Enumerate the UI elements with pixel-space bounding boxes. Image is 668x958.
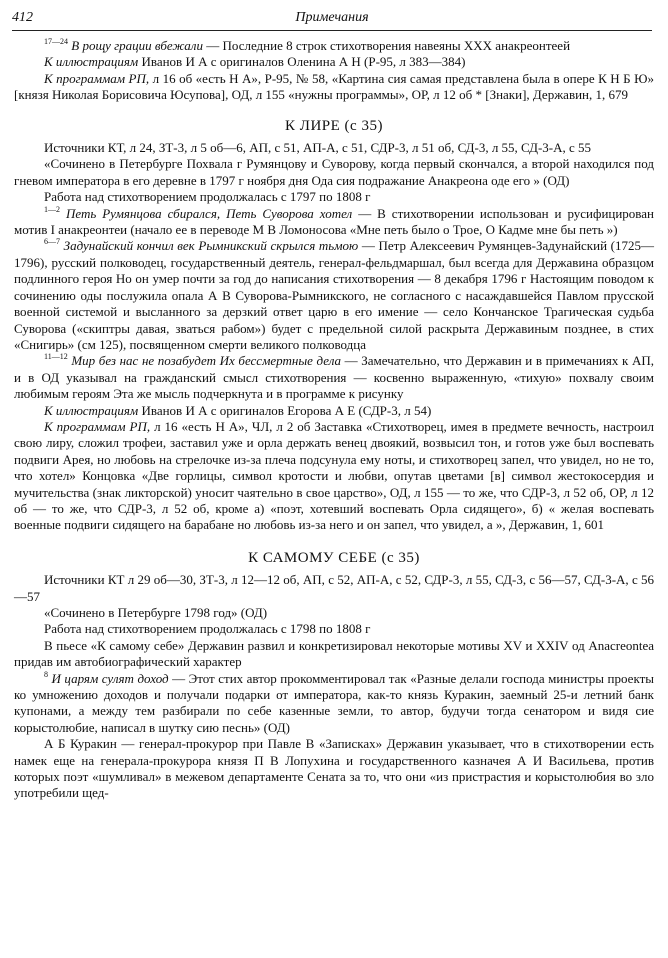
programs-paragraph — [14, 419, 654, 534]
page-header — [12, 6, 652, 30]
note-paragraph — [14, 206, 654, 239]
illustrations-text: Иванов И А с оригиналов Оленина А Н (Р-95, л 383—384) — [138, 54, 466, 70]
composed-paragraph: «Сочинено в Петербурге Похвала г Румянцову и Суворову, когда первый скончался, а второй находился под гневом императора в его деревне в 1797 г ноября дня Ода сия подражание Анакреона оде его » (ОД) — [14, 156, 654, 188]
note-ref: 11—12 — [44, 352, 68, 362]
programs-lead: К программам РП, — [44, 70, 150, 86]
note-paragraph — [14, 38, 654, 54]
programs-paragraph — [14, 71, 654, 104]
section-heading: К ЛИРЕ (с 35) — [285, 117, 383, 134]
note-paragraph — [14, 238, 654, 353]
sources-paragraph: Источники КТ, л 24, ЗТ-3, л 5 об—6, АП, с 51, АП-А, с 51, СДР-3, л 51 об, СД-3, л 55, СД-3-А, с 55 — [44, 140, 592, 156]
note-paragraph — [14, 353, 654, 402]
note-paragraph — [14, 671, 654, 737]
note-text: — Замечательно, что Державин и в примечаниях к АП, и в ОД указывал на гражданский смысл стихотворения — косвенно выраженную, «тихую» похвалу своим любимым героям Эта же мысль подчеркнута и в программе к рисунку — [14, 353, 654, 402]
note-ref: 8 — [44, 669, 48, 679]
header-rule — [12, 30, 652, 31]
note-quote: Мир без нас не позабудет Их бессмертные дела — [71, 353, 342, 369]
note-ref: 17—24 — [44, 37, 68, 46]
work-paragraph: Работа над стихотворением продолжалась с 1797 по 1808 г — [44, 189, 371, 205]
programs-text: л 16 «есть Н А», ЧЛ, л 2 об Заставка «Стихотворец, имея в предмете вечность, настроил свою лиру, сложил трофеи, заставил уже и орла держать венец двоякий, возвысил тон, и готов уже был воспевать подвиги Арея, но любовь на стрелочке из-за плеча подсунула ему ноты, и стихотворец запел, что увидел, но не то, что хотел» Концовка «Две горлицы, символ кротости и любви, опутав цветами [в] символ жестокосердия и мучительства (знак ликторской) уносит чаятельно в свое царство», ОД, л 155 — то же, что СДР-3, л 52 об, ОР, л 12 об — то же, что СДР-3, л 52 об, кроме а) «поэт, хотевший воспевать Орла сидящего», б) « желая воспевать военные подвиги сидящего на барабане но любовь из-за него и он запел, что увидел, а », Державин, 1, 601 — [14, 418, 654, 533]
note-text: — Последние 8 строк стихотворения навеяны XXX анакреонтеей — [202, 38, 571, 53]
note-quote: В рощу грации вбежали — [71, 38, 203, 53]
programs-text: л 16 об «есть Н А», Р-95, № 58, «Картина сия самая представлена была в опере К Н Б Ю» [князя Николая Борисовича Юсупова], ОД, л 155 «нужны программы», ОР, л 12 об * [Знаки], Державин, 1, 679 — [14, 70, 654, 103]
note-text: — Этот стих автор прокомментировал так «Разные делали господа министры проекты ко умножению доходов и получали подарки от императора, как-то князь Куракин, заемный 25-и летний банк купонами, а между тем разбирали по себе казенные земли, то автор, будучи тогда сенатором и видя сие корыстолюбие, написал в шутку сию песнь» (ОД) — [14, 670, 654, 735]
illustrations-paragraph — [14, 54, 654, 70]
illustrations-text: Иванов И А с оригиналов Егорова А Е (СДР-3, л 54) — [138, 402, 432, 418]
note-quote: Петь Румянцова сбирался, Петь Суворова хотел — [65, 205, 353, 221]
note-text: — Петр Алексеевич Румянцев-Задунайский (1725—1796), русский полководец, государственный деятель, генерал-фельдмаршал, был всегда для Державина образцом подлинного героя Но он умер почти за год до написания стихотворения — 8 декабря 1796 г Настоящим поводом к сочинению оды послужила опала А В Суворова-Рымникского, не согласного с насаждавшейся Павлом прусской военной системой и высланного за дерзкий ответ царю в его имение — село Кончанское Трагическая судьба Суворова («скиптры давая, зваться рабом») будет с предельной силой раскрыта Державиным позднее, в стих «Снигирь» (см 125), посвященном смерти великого полководца — [14, 238, 654, 352]
page-number: 412 — [12, 10, 33, 25]
running-title: Примечания — [295, 10, 369, 25]
motifs-paragraph: В пьесе «К самому себе» Державин развил и конкретизировал некоторые мотивы XV и XXIV од Anacreontea придав им автобиографический характер — [14, 637, 654, 670]
programs-lead: К программам РП, — [44, 418, 151, 434]
sources-paragraph: Источники КТ л 29 об—30, ЗТ-3, л 12—12 об, АП, с 52, АП-А, с 52, СДР-3, л 55, СД-3, с 56—57, СД-3-А, с 56—57 — [14, 572, 654, 604]
note-ref: 6—7 — [44, 237, 60, 247]
note-quote: И царям сулят доход — [51, 670, 169, 686]
work-paragraph: Работа над стихотворением продолжалась с 1798 по 1808 г — [44, 621, 371, 637]
composed-paragraph: «Сочинено в Петербурге 1798 год» (ОД) — [44, 605, 268, 620]
section-heading: К САМОМУ СЕБЕ (с 35) — [248, 549, 420, 566]
note-text: — В стихотворении использован и русифицирован мотив I анакреонтеи (начало ее в переводе М В Ломоносова «Мне петь было о Трое, О Кадме мне бы петь ») — [14, 205, 655, 238]
illustrations-lead: К иллюстрациям — [44, 402, 139, 418]
kurakin-paragraph: А Б Куракин — генерал-прокурор при Павле В «Записках» Державин указывает, что в стихотворении есть намек еще на генерала-прокурора князя П В Лопухина и государственного казначея А И Васильева, против которых поэт «шумливал» в межевом департаменте Сената за то, что они «из пристрастия и корыстолюбия во зло употребили щед- — [14, 736, 654, 801]
page-body — [14, 38, 654, 802]
note-ref: 1—2 — [44, 204, 60, 214]
illustrations-paragraph — [14, 403, 654, 419]
illustrations-lead: К иллюстрациям — [44, 54, 139, 70]
note-quote: Задунайский кончил век Рымникский скрылся тьмою — [63, 238, 359, 254]
